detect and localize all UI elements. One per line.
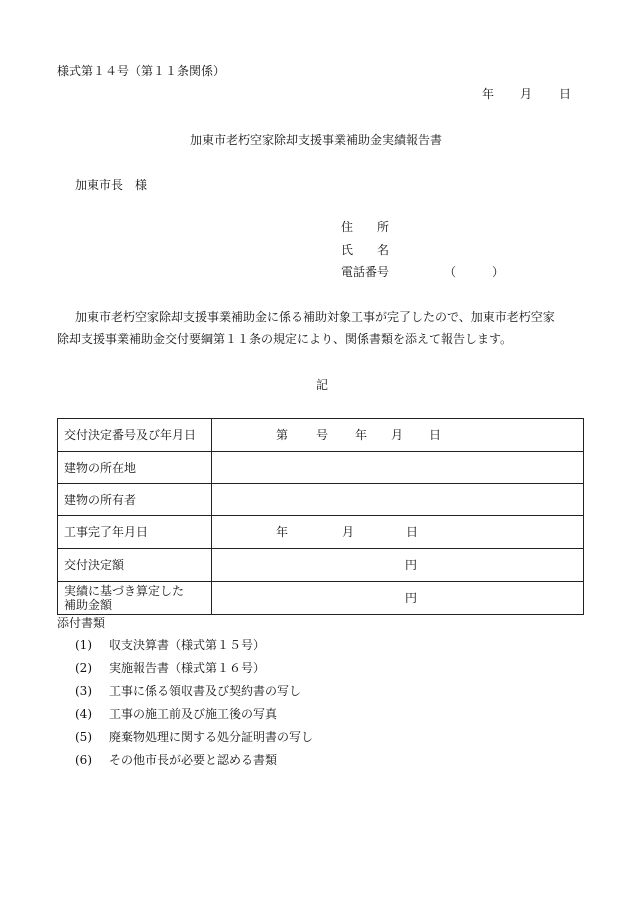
table-row <box>58 582 584 615</box>
date-year-label: 年 <box>482 87 495 101</box>
body-text-line-2: 除却支援事業補助金交付要綱第１１条の規定により、関係書類を添えて報告します。 <box>57 332 513 346</box>
list-item <box>75 707 277 721</box>
part-year: 年 <box>276 525 289 539</box>
item-number: (1) <box>75 638 92 652</box>
date-day-label: 日 <box>559 87 572 101</box>
list-item <box>75 661 265 675</box>
row-label-decision-amount: 交付決定額 <box>58 549 212 582</box>
list-item <box>75 684 301 698</box>
item-text: 工事に係る領収書及び契約書の写し <box>109 684 302 698</box>
address-label: 住 所 <box>341 220 390 234</box>
document-title: 加東市老朽空家除却支援事業補助金実績報告書 <box>190 133 443 147</box>
part-go: 号 <box>316 428 329 442</box>
phone-label: 電話番号 <box>341 265 390 279</box>
list-item <box>75 730 313 744</box>
row-value-owner[interactable] <box>212 484 584 516</box>
part-year: 年 <box>355 428 368 442</box>
attachments-heading: 添付書類 <box>57 616 106 630</box>
item-text: 工事の施工前及び施工後の写真 <box>109 707 278 721</box>
row-label-location: 建物の所在地 <box>58 452 212 484</box>
table-row <box>58 452 584 484</box>
item-number: (2) <box>75 661 92 675</box>
item-number: (4) <box>75 707 92 721</box>
part-day: 日 <box>406 525 419 539</box>
list-item <box>75 753 277 767</box>
table-row <box>58 516 584 549</box>
row-label-owner: 建物の所有者 <box>58 484 212 516</box>
item-text: 実施報告書（様式第１６号） <box>109 661 266 675</box>
date-month-label: 月 <box>520 87 533 101</box>
row-value-decision-number[interactable] <box>212 419 584 452</box>
item-text: その他市長が必要と認める書類 <box>109 753 278 767</box>
row-label-actual-amount <box>58 582 212 615</box>
table-row <box>58 484 584 516</box>
row-value-completion-date[interactable] <box>212 516 584 549</box>
table-row <box>58 549 584 582</box>
yen-unit: 円 <box>405 558 418 572</box>
table-row <box>58 419 584 452</box>
yen-unit: 円 <box>405 591 418 605</box>
phone-paren: （ ） <box>444 265 505 279</box>
addressee: 加東市長 様 <box>75 178 148 192</box>
part-dai: 第 <box>276 428 289 442</box>
item-number: (6) <box>75 753 92 767</box>
body-text-line-1: 加東市老朽空家除却支援事業補助金に係る補助対象工事が完了したので、加東市老朽空家 <box>75 310 555 324</box>
ki-heading: 記 <box>316 378 329 392</box>
row-value-location[interactable] <box>212 452 584 484</box>
list-item <box>75 638 265 652</box>
item-text: 廃棄物処理に関する処分証明書の写し <box>109 730 314 744</box>
row-value-decision-amount[interactable] <box>212 549 584 582</box>
form-number: 様式第１４号（第１１条関係） <box>57 64 226 78</box>
part-month: 月 <box>342 525 355 539</box>
part-month: 月 <box>391 428 404 442</box>
report-table <box>57 418 584 615</box>
item-text: 収支決算書（様式第１５号） <box>109 638 266 652</box>
row-label-completion-date: 工事完了年月日 <box>58 516 212 549</box>
part-day: 日 <box>429 428 442 442</box>
label-line-1: 実績に基づき算定した <box>64 584 185 598</box>
label-line-2: 補助金額 <box>64 598 113 612</box>
row-label-decision-number: 交付決定番号及び年月日 <box>58 419 212 452</box>
item-number: (5) <box>75 730 92 744</box>
name-label: 氏 名 <box>341 243 390 257</box>
row-value-actual-amount[interactable] <box>212 582 584 615</box>
item-number: (3) <box>75 684 92 698</box>
